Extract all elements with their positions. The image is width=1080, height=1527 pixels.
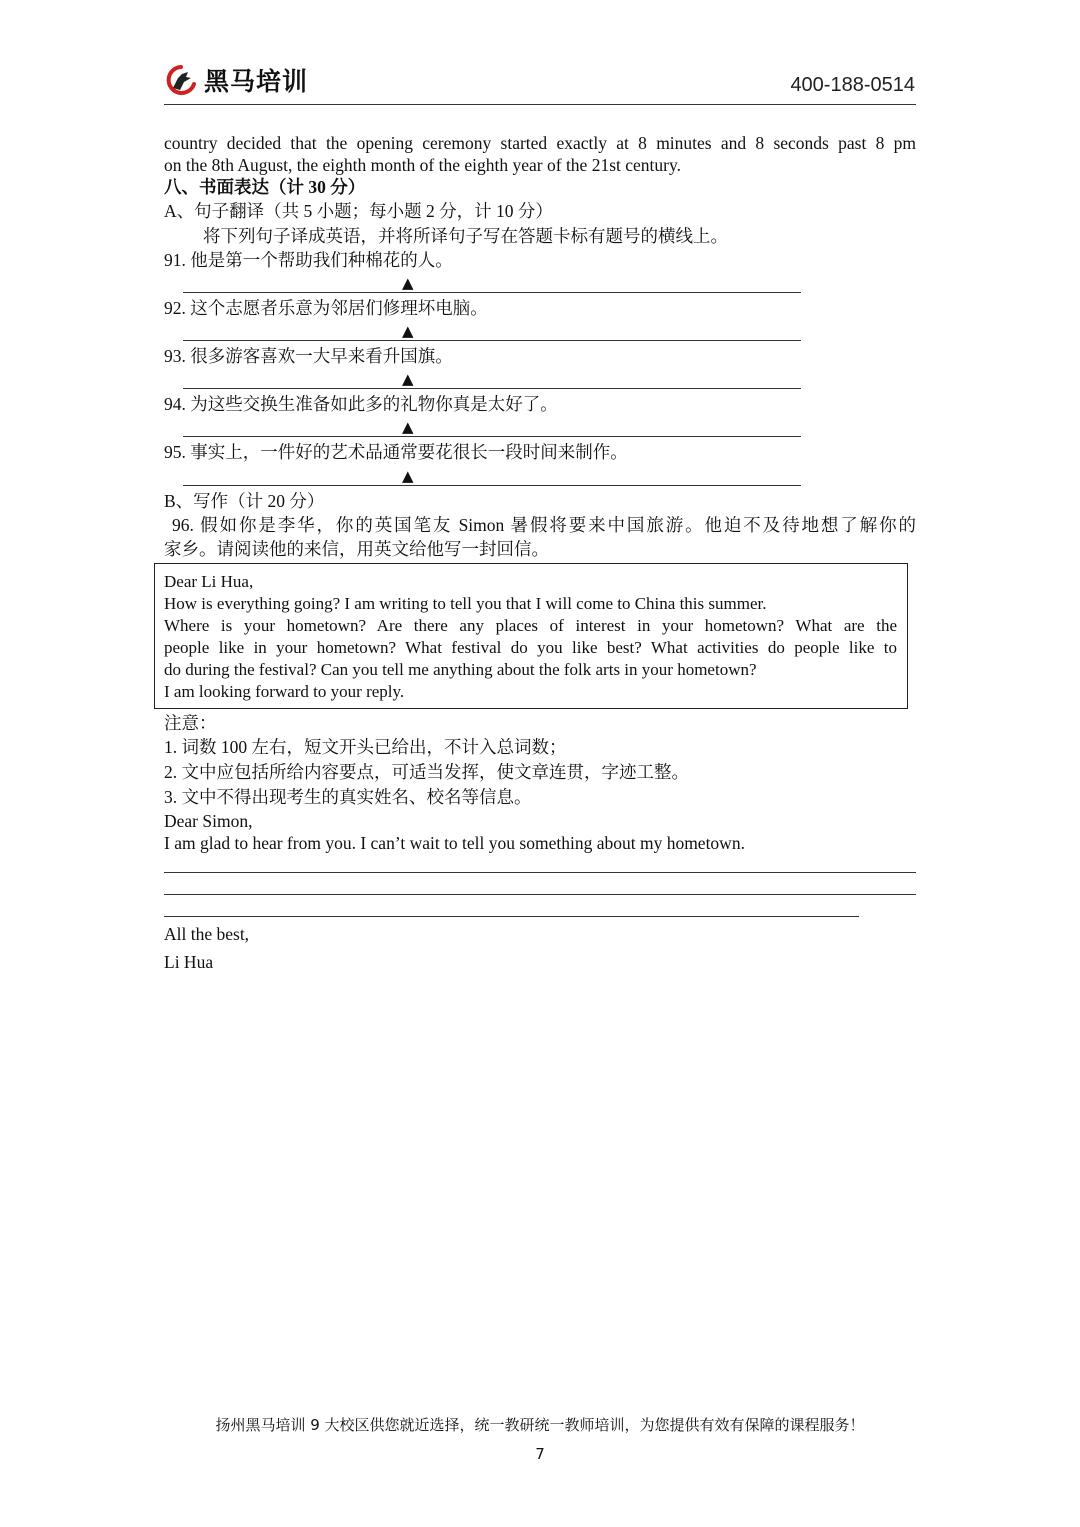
intro-line-2: on the 8th August, the eighth month of the eighth year of the 21st century. xyxy=(164,155,681,175)
notes-title: 注意： xyxy=(164,713,217,733)
answer-marker-92: ▲ xyxy=(402,322,414,340)
answer-marker-95: ▲ xyxy=(402,467,414,485)
reply-signature: Li Hua xyxy=(164,952,214,972)
part-a-instruction: 将下列句子译成英语，并将所译句子写在答题卡标有题号的横线上。 xyxy=(203,226,728,246)
answer-line-91[interactable] xyxy=(183,292,801,293)
note-item-1: 1. 词数 100 左右，短文开头已给出，不计入总词数； xyxy=(164,737,567,757)
section-title-prefix: 八、书面表达（计 xyxy=(164,177,309,197)
note-item-3: 3. 文中不得出现考生的真实姓名、校名等信息。 xyxy=(164,787,532,807)
letter-line-3: people like in your hometown? What festival do you like best? What activities do people like to xyxy=(164,638,897,657)
footer-slogan: 扬州黑马培训 9 大校区供您就近选择，统一教研统一教师培训，为您提供有效有保障的课程服务！ xyxy=(215,1416,865,1434)
reply-closing: All the best, xyxy=(164,924,250,944)
part-b-title: B、写作（计 20 分） xyxy=(164,491,325,511)
part-a-title: A、句子翻译（共 5 小题；每小题 2 分，计 10 分） xyxy=(164,201,553,221)
letter-line-2: Where is your hometown? Are there any places of interest in your hometown? What are the xyxy=(164,616,897,635)
answer-line-93[interactable] xyxy=(183,388,801,389)
phone-number: 400-188-0514 xyxy=(790,74,915,96)
letter-line-1: How is everything going? I am writing to tell you that I will come to China this summer. xyxy=(164,594,767,613)
question-93: 93. 很多游客喜欢一大早来看升国旗。 xyxy=(164,346,453,366)
question-91: 91. 他是第一个帮助我们种棉花的人。 xyxy=(164,250,453,270)
reply-opening: I am glad to hear from you. I can’t wait to tell you something about my hometown. xyxy=(164,833,745,853)
question-92: 92. 这个志愿者乐意为邻居们修理坏电脑。 xyxy=(164,298,488,318)
answer-marker-91: ▲ xyxy=(402,274,414,292)
answer-marker-93: ▲ xyxy=(402,370,414,388)
question-94: 94. 为这些交换生准备如此多的礼物你真是太好了。 xyxy=(164,394,558,414)
question-96-line-2: 家乡。请阅读他的来信，用英文给他写一封回信。 xyxy=(164,539,549,559)
writing-line-2[interactable] xyxy=(164,894,916,895)
letter-line-4: do during the festival? Can you tell me anything about the folk arts in your hometown? xyxy=(164,660,757,679)
section-title-suffix: 分） xyxy=(325,177,366,197)
intro-line-1: country decided that the opening ceremony started exactly at 8 minutes and 8 seconds past 8 pm xyxy=(164,133,916,153)
letter-salutation: Dear Li Hua, xyxy=(164,572,254,591)
writing-line-3[interactable] xyxy=(164,916,859,917)
letter-line-5: I am looking forward to your reply. xyxy=(164,682,405,701)
question-96-line-1: 96. 假如你是李华，你的英国笔友 Simon 暑假将要来中国旅游。他迫不及待地想了解你的 xyxy=(172,515,916,535)
brand-name: 黑马培训 xyxy=(204,67,309,96)
answer-marker-94: ▲ xyxy=(402,418,414,436)
horse-logo-icon xyxy=(164,64,198,96)
answer-line-92[interactable] xyxy=(183,340,801,341)
header-divider xyxy=(164,104,916,105)
question-95: 95. 事实上，一件好的艺术品通常要花很长一段时间来制作。 xyxy=(164,442,628,462)
reply-salutation: Dear Simon, xyxy=(164,811,253,831)
writing-line-1[interactable] xyxy=(164,872,916,873)
brand-logo xyxy=(164,60,308,100)
note-item-2: 2. 文中应包括所给内容要点，可适当发挥，使文章连贯，字迹工整。 xyxy=(164,762,689,782)
section-title xyxy=(164,176,365,198)
answer-line-94[interactable] xyxy=(183,436,801,437)
answer-line-95[interactable] xyxy=(183,485,801,486)
section-title-score: 30 xyxy=(308,177,326,197)
page-number: 7 xyxy=(535,1445,545,1463)
